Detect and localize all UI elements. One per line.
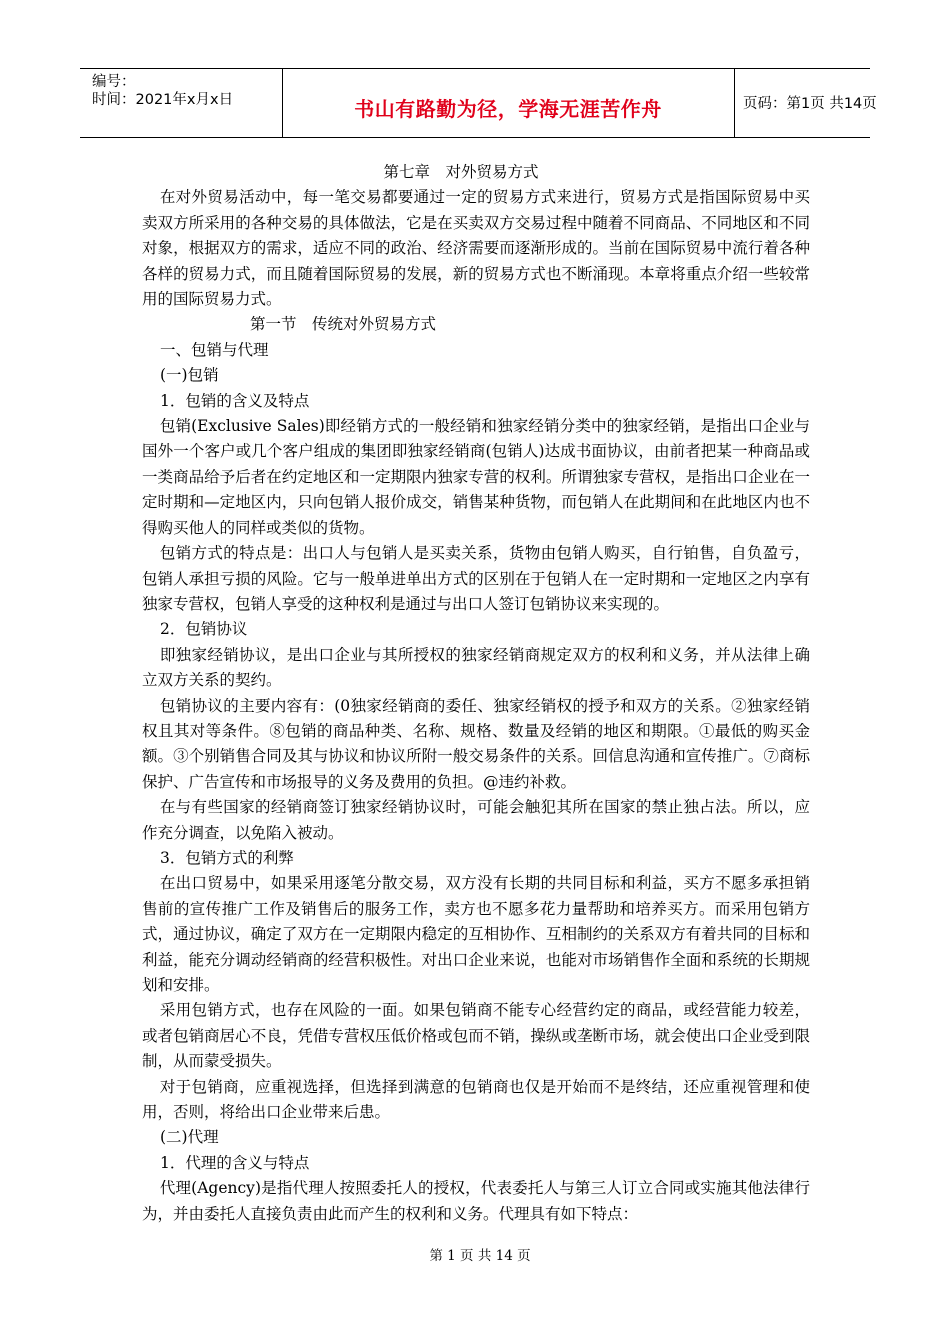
paragraph-9: 代理(Agency)是指代理人按照委托人的授权，代表委托人与第三人订立合同或实施其他法律行为，并由委托人直接负责由此而产生的权利和义务。代理具有如下特点： [142,1179,810,1223]
heading-level2-exclusive-sales: (一)包销 [160,366,219,385]
heading-level3-meaning: 1．包销的含义及特点 [160,391,310,410]
heading-level3-agreement: 2．包销协议 [160,620,248,639]
heading-level2-agency: (二)代理 [160,1128,219,1147]
paragraph-2: 包销方式的特点是：出口人与包销人是买卖关系，货物由包销人购买，自行铂售，自负盈亏，包销人承担亏损的风险。它与一般单进单出方式的区别在于包销人在一定时期和一定地区之内享有独家专营权，包销人享受的这种权利是通过与出口人签订包销协议来实现的。 [142,544,810,613]
header-meta-cell [80,69,283,137]
motto-text: 书山有路勤为径，学海无涯苦作舟 [354,97,662,121]
chapter-title: 第七章 对外贸易方式 [383,163,539,181]
paragraph-4: 包销协议的主要内容有：(0独家经销商的委任、独家经销权的授予和双方的关系。②独家经销权且其对等条件。⑧包销的商品种类、名称、规格、数量及经销的地区和期限。①最低的购买金额。③个别销售合同及其与协议和协议所附一般交易条件的关系。回信息沟通和宣传推广。⑦商标保护、广告宣传和市场报导的义务及费用的负担。@违约补救。 [142,696,810,791]
heading-level3-pros-cons: 3．包销方式的利弊 [160,848,294,867]
time-label: 时间：2021年x月x日 [92,92,234,108]
heading-level3-agency-meaning: 1．代理的含义与特点 [160,1153,310,1172]
paragraph-8: 对于包销商，应重视选择，但选择到满意的包销商也仅是开始而不是终结，还应重视管理和使用，否则，将给出口企业带来后患。 [142,1077,810,1122]
paragraph-1: 包销(Exclusive Sales)即经销方式的一般经销和独家经销分类中的独家经销，是指出口企业与国外一个客户或几个客户组成的集团即独家经销商(包销人)达成书面协议，由前者把某一种商品或一类商品给予后者在约定地区和一定期限内独家专营的权利。所谓独家专营权，是指出口企业在一定时期和—定地区内，只向包销人报价成交，销售某种货物，而包销人在此期间和在此地区内也不得购买他人的同样或类似的货物。 [142,417,810,537]
page-number-label: 页码：第1页 共14页 [743,96,877,112]
intro-paragraph: 在对外贸易活动中，每一笔交易都要通过一定的贸易方式来进行，贸易方式是指国际贸易中买卖双方所采用的各种交易的具体做法，它是在买卖双方交易过程中随着不同商品、不同地区和不同对象，根据双方的需求，适应不同的政治、经济需要而逐渐形成的。当前在国际贸易中流行着各种各样的贸易力式，而且随着国际贸易的发展，新的贸易方式也不断涌现。本章将重点介绍一些较常用的国际贸易力式。 [142,188,810,309]
paragraph-3: 即独家经销协议，是出口企业与其所授权的独家经销商规定双方的权利和义务，并从法律上确立双方关系的契约。 [142,645,810,690]
header-page-cell [734,69,877,137]
document-header [80,68,877,138]
header-motto-cell [282,69,735,137]
section-title: 第一节 传统对外贸易方式 [250,315,437,334]
number-label: 编号： [92,74,136,90]
heading-level1: 一、包销与代理 [160,340,269,359]
paragraph-5: 在与有些国家的经销商签订独家经销协议时，可能会触犯其所在国家的禁止独占法。所以，应作充分调查，以免陷入被动。 [142,798,810,842]
document-body [142,160,810,1227]
paragraph-6: 在出口贸易中，如果采用逐笔分散交易，双方没有长期的共同目标和利益，买方不愿多承担销售前的宣传推广工作及销售后的服务工作，卖方也不愿多花力量帮助和培养买方。而采用包销方式，通过协议，确定了双方在一定期限内稳定的互相协作、互相制约的关系双方有着共同的目标和利益，能充分调动经销商的经营积极性。对出口企业来说，也能对市场销售作全面和系统的长期规划和安排。 [142,874,810,994]
page-footer: 第 1 页 共 14 页 [429,1248,531,1264]
paragraph-7: 采用包销方式，也存在风险的一面。如果包销商不能专心经营约定的商品，或经营能力较差，或者包销商居心不良，凭借专营权压低价格或包而不销，操纵或垄断市场，就会使出口企业受到限制，从而蒙受损失。 [142,1001,810,1071]
